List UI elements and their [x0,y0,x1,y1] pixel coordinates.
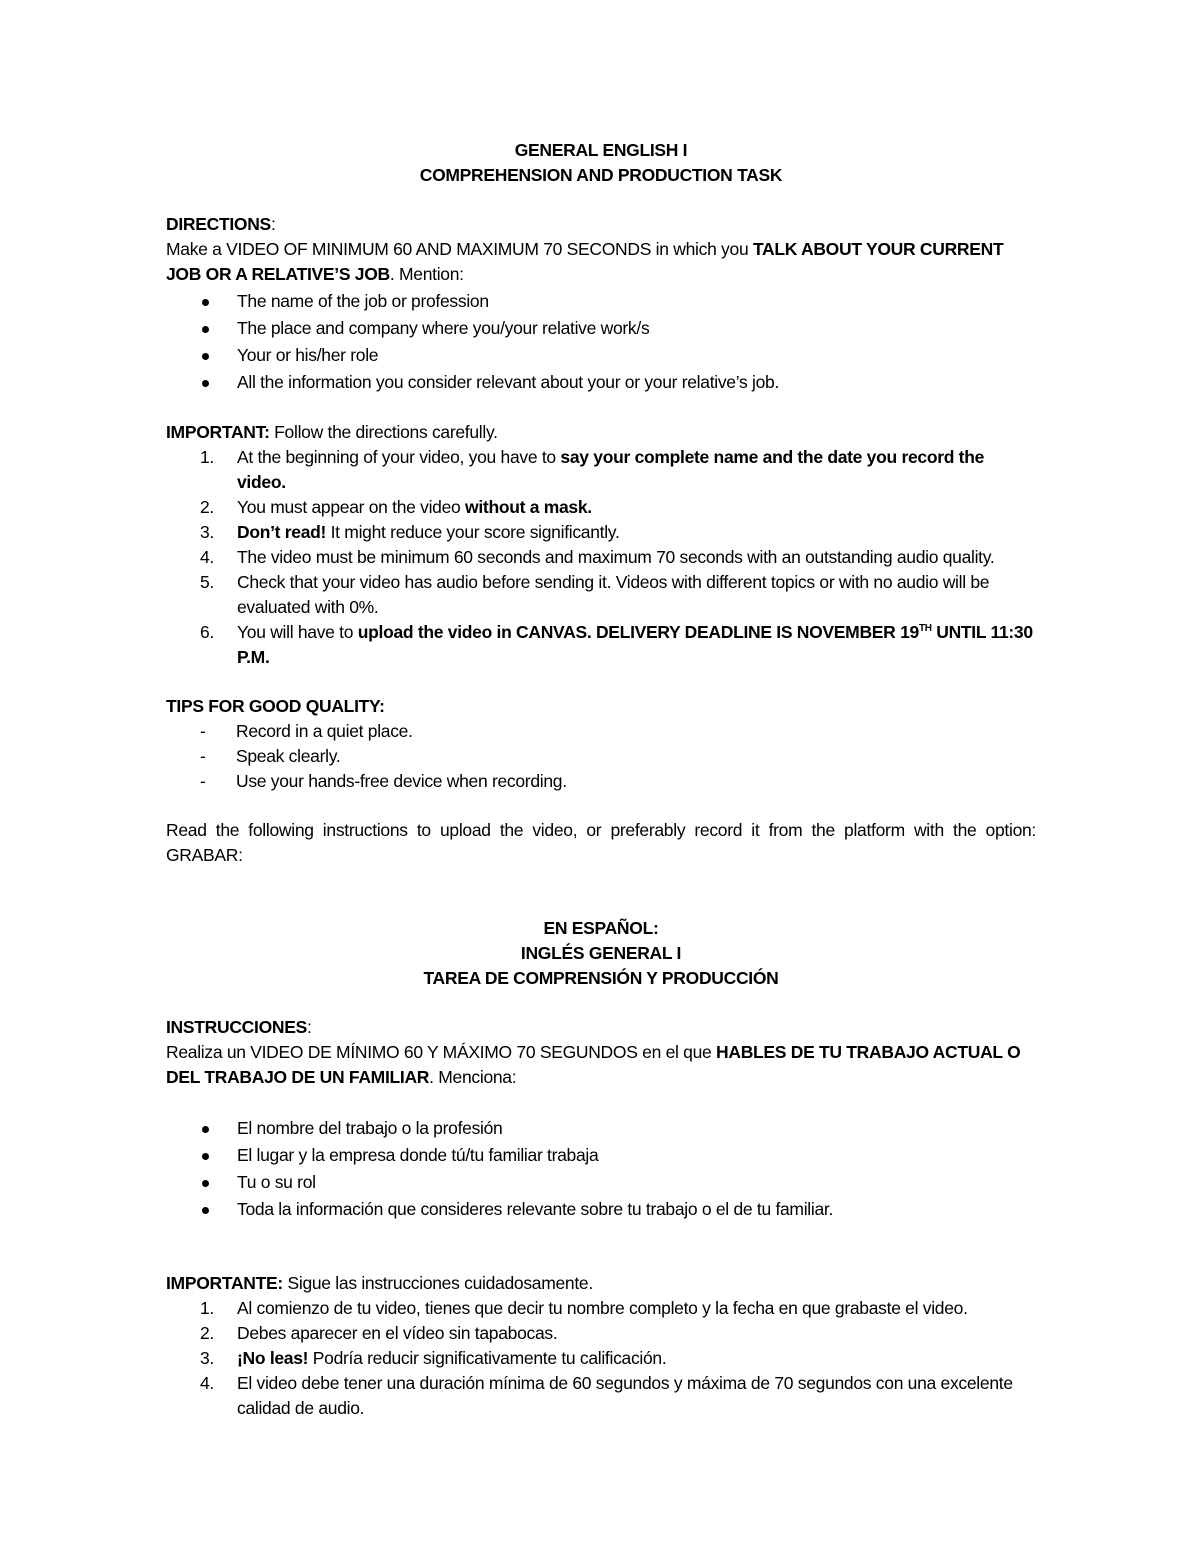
list-item [166,620,1036,670]
list-item-text: El lugar y la empresa donde tú/tu familiar trabaja [237,1145,599,1165]
list-item [166,370,1036,395]
bullet-icon [202,380,209,387]
list-item [166,495,1036,520]
dash-marker: - [200,771,206,791]
list-item-text: The name of the job or profession [237,291,489,311]
importante-heading [166,1271,1036,1296]
tips-heading [166,694,1036,719]
closing-paragraph: Read the following instructions to upload the video, or preferably record it from the platform with the option: GRABAR: [166,820,1036,865]
bullet-icon [202,326,209,333]
bullet-icon [202,1126,209,1133]
importante-label: IMPORTANTE: [166,1273,283,1293]
list-item-text: El video debe tener una duración mínima de 60 segundos y máxima de 70 segundos con una excelente calidad de audio. [237,1373,1013,1418]
list-item-text: Toda la información que consideres relevante sobre tu trabajo o el de tu familiar. [237,1199,834,1219]
directions-bullet-list [166,289,1036,395]
list-number: 6. [200,622,214,642]
list-item-text: You will have to [237,622,358,642]
importante-text: Sigue las instrucciones cuidadosamente. [282,1273,593,1293]
deadline-superscript: TH [918,623,932,635]
list-item [166,1296,1036,1321]
instrucciones-paragraph [166,1040,1036,1090]
list-item-text: The place and company where you/your relative work/s [237,318,650,338]
list-number: 4. [200,547,214,567]
list-item-bold-text: ¡No leas! [237,1348,309,1368]
bullet-icon [202,353,209,360]
list-item-bold-text: say your complete name and the date you record the video. [237,447,985,492]
list-item-text: Tu o su rol [237,1172,316,1192]
document-subtitle: COMPREHENSION AND PRODUCTION TASK [419,165,783,185]
dash-marker: - [200,721,206,741]
bullet-icon [202,299,209,306]
list-number: 3. [200,1348,214,1368]
dash-marker: - [200,746,206,766]
list-item [166,1321,1036,1346]
list-item-text: You must appear on the video [237,497,466,517]
list-number: 2. [200,1323,214,1343]
list-item [166,1346,1036,1371]
instrucciones-bullet-list [166,1116,1036,1222]
bullet-icon [202,1180,209,1187]
list-item-text: Your or his/her role [237,345,379,365]
list-item-text: Podría reducir significativamente tu calificación. [308,1348,667,1368]
bullet-icon [202,1207,209,1214]
list-item-text: At the beginning of your video, you have to [237,447,561,467]
directions-paragraph [166,237,1036,287]
list-item [166,1371,1036,1421]
list-item [166,744,1036,769]
list-item [166,289,1036,314]
instrucciones-text-bold: HABLES DE TU TRABAJO ACTUAL O DEL TRABAJO DE UN FAMILIAR [166,1042,1021,1087]
deadline-time: UNTIL 11:30 P.M. [237,622,1033,667]
tips-list [166,719,1036,794]
list-item [166,545,1036,570]
list-item [166,343,1036,368]
list-item [166,719,1036,744]
list-item-text: Debes aparecer en el vídeo sin tapabocas. [237,1323,558,1343]
important-heading [166,420,1036,445]
spanish-title: INGLÉS GENERAL I [520,943,682,963]
instrucciones-text-b: . Menciona: [429,1067,517,1087]
deadline-text: upload the video in CANVAS. DELIVERY DEADLINE IS NOVEMBER 19 [357,622,919,642]
list-item-text: All the information you consider relevant about your or your relative’s job. [237,372,780,392]
tips-label: TIPS FOR GOOD QUALITY: [166,696,385,716]
list-item-text: Check that your video has audio before sending it. Videos with different topics or with no audio will be evaluated with 0%. [237,572,990,617]
list-number: 2. [200,497,214,517]
list-number: 4. [200,1373,214,1393]
spanish-heading: EN ESPAÑOL: [543,918,659,938]
important-label: IMPORTANT: [166,422,270,442]
instrucciones-colon: : [306,1017,312,1037]
instrucciones-label: INSTRUCCIONES [166,1017,307,1037]
list-item [166,570,1036,620]
directions-colon: : [270,214,276,234]
list-item-text: It might reduce your score significantly. [326,522,620,542]
list-item-text: Al comienzo de tu video, tienes que decir tu nombre completo y la fecha en que grabaste el video. [237,1298,968,1318]
list-item [166,316,1036,341]
list-item [166,1116,1036,1141]
directions-heading [166,212,1036,237]
important-text: Follow the directions carefully. [269,422,498,442]
list-item-bold-text: without a mask. [465,497,592,517]
list-item [166,445,1036,495]
list-item [166,769,1036,794]
list-item [166,1143,1036,1168]
list-number: 1. [200,1298,214,1318]
list-item-text: Record in a quiet place. [236,721,413,741]
directions-text-bold: TALK ABOUT YOUR CURRENT JOB OR A RELATIVE’S JOB [166,239,1004,284]
list-item-text: The video must be minimum 60 seconds and maximum 70 seconds with an outstanding audio quality. [237,547,995,567]
document-page [166,138,1036,1421]
list-item-text: El nombre del trabajo o la profesión [237,1118,503,1138]
list-item-text: Use your hands-free device when recording. [236,771,567,791]
bullet-icon [202,1153,209,1160]
list-item [166,1170,1036,1195]
instrucciones-heading [166,1015,1036,1040]
spanish-subtitle: TAREA DE COMPRENSIÓN Y PRODUCCIÓN [423,968,779,988]
list-item [166,1197,1036,1222]
importante-numbered-list [166,1296,1036,1421]
directions-label: DIRECTIONS [166,214,271,234]
document-title: GENERAL ENGLISH I [514,140,688,160]
directions-text-b: . Mention: [389,264,464,284]
list-item-bold-text: Don’t read! [237,522,327,542]
important-numbered-list [166,445,1036,670]
list-item [166,520,1036,545]
list-item-text: Speak clearly. [236,746,341,766]
instrucciones-text-a: Realiza un VIDEO DE MÍNIMO 60 Y MÁXIMO 70 SEGUNDOS en el que [166,1042,717,1062]
list-number: 1. [200,447,214,467]
list-number: 5. [200,572,214,592]
directions-text-a: Make a VIDEO OF MINIMUM 60 AND MAXIMUM 70 SECONDS in which you [166,239,753,259]
list-number: 3. [200,522,214,542]
